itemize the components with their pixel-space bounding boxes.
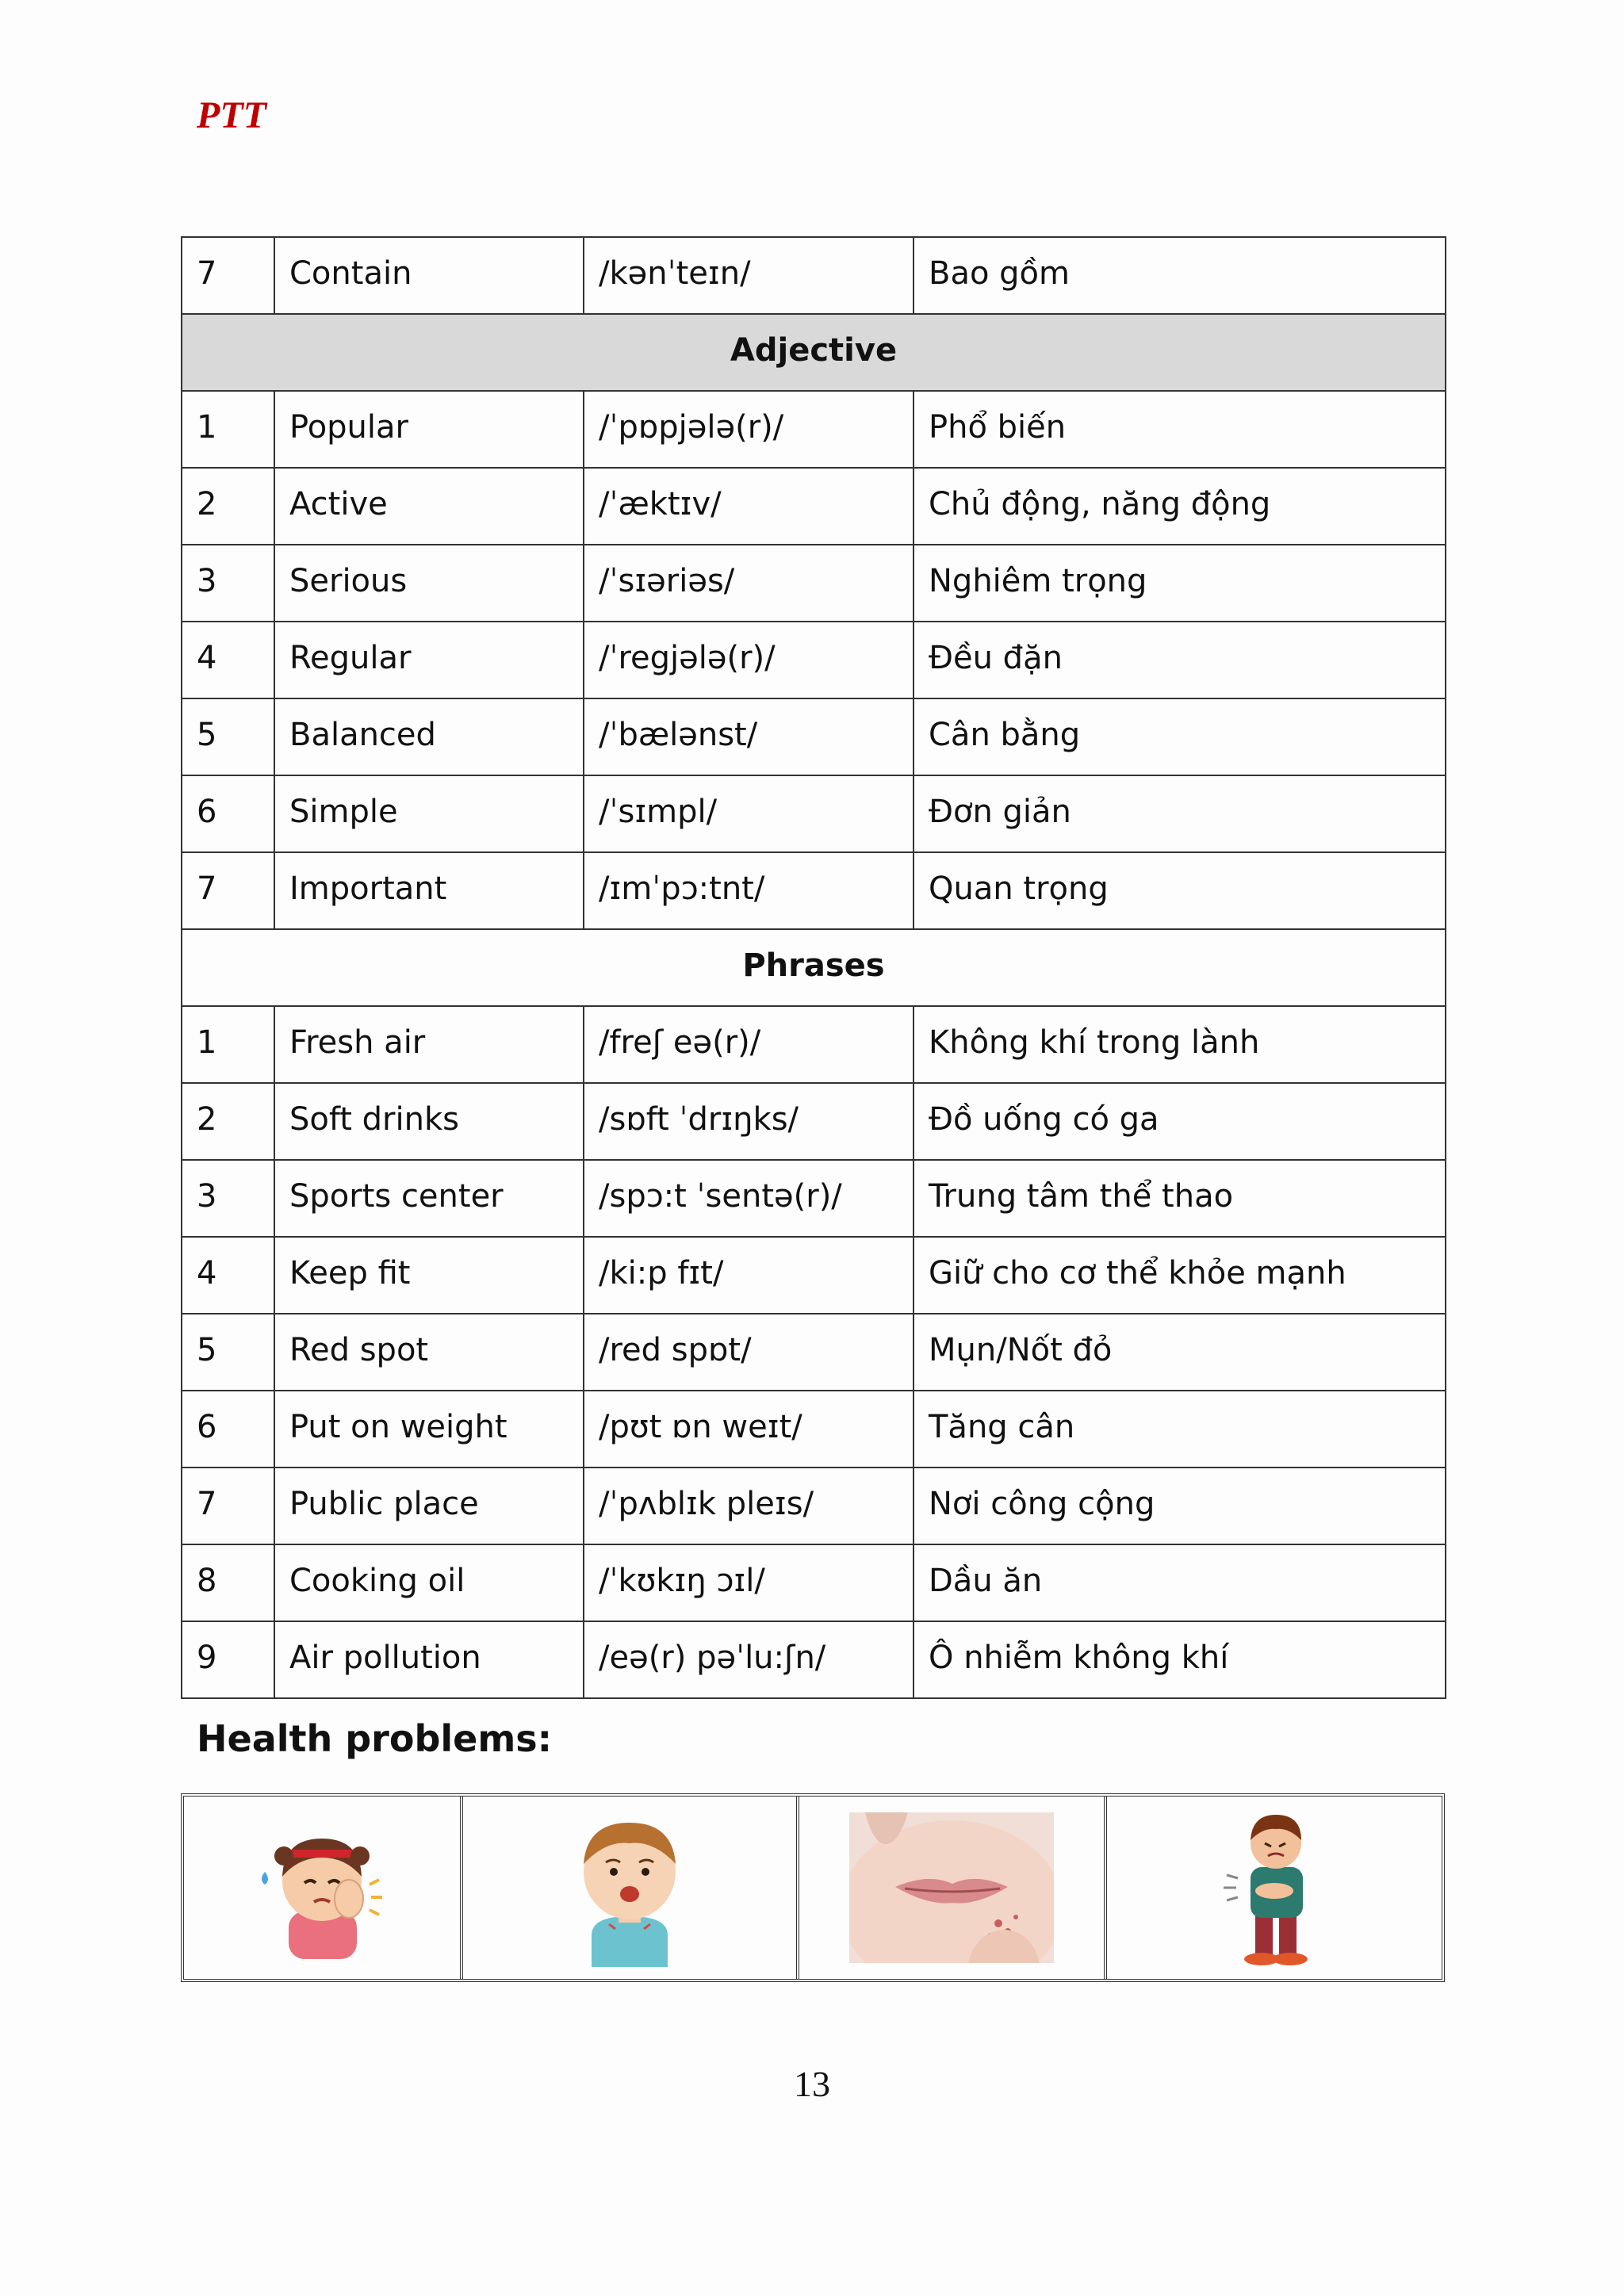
table-row [182,1314,1446,1391]
word-cell: Air pollution [274,1621,584,1698]
ipa-cell: /red spɒt/ [584,1314,914,1391]
boy-sore-throat-icon [550,1808,709,1967]
table-row [182,1083,1446,1160]
section-header-row [182,929,1446,1006]
word-cell: Balanced [274,698,584,775]
table-row [182,1006,1446,1083]
row-number: 7 [182,852,274,929]
boy-stomachache-icon [1203,1808,1346,1967]
table-row [182,698,1446,775]
table-row [182,1391,1446,1468]
ipa-cell: /ˈpɒpjələ(r)/ [584,391,914,468]
ipa-cell: /ˈsɪmpl/ [584,775,914,852]
row-number: 6 [182,775,274,852]
ipa-cell: /spɔ:t ˈsentə(r)/ [584,1160,914,1237]
section-title: Health problems: [197,1717,553,1760]
acne-face-photo-icon [849,1812,1054,1963]
image-cell [1104,1797,1442,1979]
meaning-cell: Nghiêm trọng [914,545,1446,622]
table-row [182,391,1446,468]
ipa-cell: /sɒft ˈdrɪŋks/ [584,1083,914,1160]
word-cell: Public place [274,1468,584,1544]
word-cell: Keep fit [274,1237,584,1314]
meaning-cell: Dầu ăn [914,1544,1446,1621]
word-cell: Put on weight [274,1391,584,1468]
row-number: 1 [182,1006,274,1083]
word-cell: Cooking oil [274,1544,584,1621]
word-cell: Active [274,468,584,545]
ipa-cell: /ˈregjələ(r)/ [584,622,914,698]
row-number: 4 [182,622,274,698]
meaning-cell: Đơn giản [914,775,1446,852]
meaning-cell: Quan trọng [914,852,1446,929]
meaning-cell: Nơi công cộng [914,1468,1446,1544]
health-images-table [181,1793,1445,1982]
row-number: 6 [182,1391,274,1468]
ipa-cell: /eə(r) pəˈlu:ʃn/ [584,1621,914,1698]
meaning-cell: Cân bằng [914,698,1446,775]
word-cell: Soft drinks [274,1083,584,1160]
meaning-cell: Không khí trong lành [914,1006,1446,1083]
word-cell: Simple [274,775,584,852]
meaning-cell: Ô nhiễm không khí [914,1621,1446,1698]
word-cell: Contain [274,237,584,314]
image-cell [796,1797,1104,1979]
row-number: 9 [182,1621,274,1698]
table-row [182,468,1446,545]
meaning-cell: Tăng cân [914,1391,1446,1468]
image-cell [460,1797,796,1979]
page-number: 13 [794,2064,830,2104]
ipa-cell: /ɪmˈpɔ:tnt/ [584,852,914,929]
table-row [182,1160,1446,1237]
table-row [182,237,1446,314]
ipa-cell: /ˈsɪəriəs/ [584,545,914,622]
header-mark: PTT [197,94,266,136]
row-number: 7 [182,237,274,314]
word-cell: Important [274,852,584,929]
row-number: 3 [182,1160,274,1237]
table-row [182,775,1446,852]
row-number: 8 [182,1544,274,1621]
word-cell: Fresh air [274,1006,584,1083]
row-number: 1 [182,391,274,468]
meaning-cell: Trung tâm thể thao [914,1160,1446,1237]
word-cell: Serious [274,545,584,622]
word-cell: Sports center [274,1160,584,1237]
meaning-cell: Bao gồm [914,237,1446,314]
section-header: Adjective [182,314,1446,391]
row-number: 5 [182,1314,274,1391]
table-row [182,622,1446,698]
ipa-cell: /ˈkʊkɪŋ ɔɪl/ [584,1544,914,1621]
row-number: 4 [182,1237,274,1314]
ipa-cell: /ˈpʌblɪk pleɪs/ [584,1468,914,1544]
image-cell [184,1797,460,1979]
meaning-cell: Giữ cho cơ thể khỏe mạnh [914,1237,1446,1314]
row-number: 2 [182,468,274,545]
ipa-cell: /kənˈteɪn/ [584,237,914,314]
ipa-cell: /pʊt ɒn weɪt/ [584,1391,914,1468]
table-row [182,1468,1446,1544]
section-header: Phrases [182,929,1446,1006]
row-number: 3 [182,545,274,622]
row-number: 5 [182,698,274,775]
word-cell: Red spot [274,1314,584,1391]
vocabulary-table [181,236,1446,1699]
row-number: 2 [182,1083,274,1160]
meaning-cell: Đồ uống có ga [914,1083,1446,1160]
table-row [182,545,1446,622]
ipa-cell: /ki:p fɪt/ [584,1237,914,1314]
row-number: 7 [182,1468,274,1544]
meaning-cell: Đều đặn [914,622,1446,698]
girl-toothache-icon [243,1816,401,1959]
table-row [182,1544,1446,1621]
word-cell: Regular [274,622,584,698]
ipa-cell: /freʃ eə(r)/ [584,1006,914,1083]
table-row [182,852,1446,929]
meaning-cell: Phổ biến [914,391,1446,468]
ipa-cell: /ˈbælənst/ [584,698,914,775]
meaning-cell: Mụn/Nốt đỏ [914,1314,1446,1391]
ipa-cell: /ˈæktɪv/ [584,468,914,545]
table-row [182,1621,1446,1698]
meaning-cell: Chủ động, năng động [914,468,1446,545]
table-row [182,1237,1446,1314]
section-header-row [182,314,1446,391]
word-cell: Popular [274,391,584,468]
